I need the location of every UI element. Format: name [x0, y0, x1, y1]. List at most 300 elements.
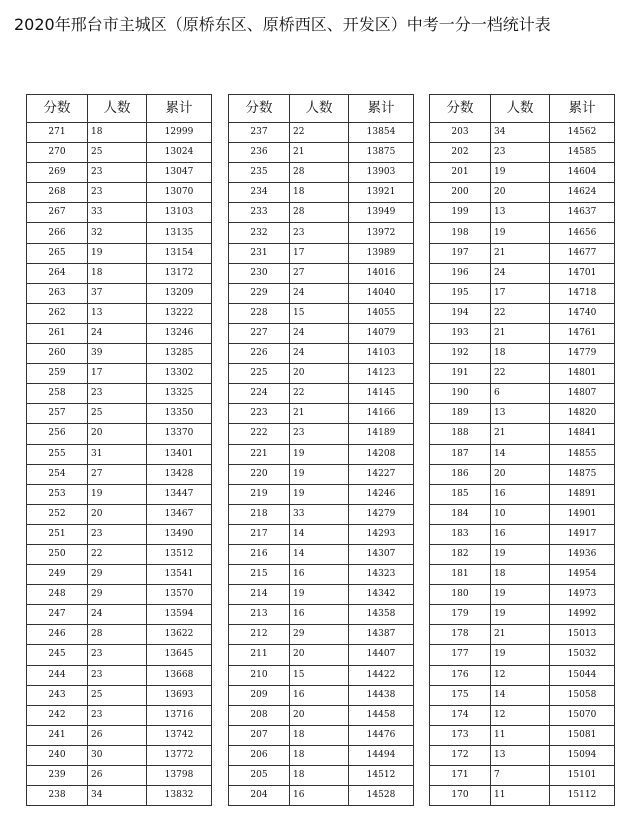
table-row	[229, 645, 414, 665]
cell-count: 25	[88, 685, 147, 705]
cell-count: 22	[290, 384, 349, 404]
cell-score: 269	[27, 163, 88, 183]
cell-cumulative: 15112	[550, 786, 615, 806]
table-row	[27, 544, 212, 564]
cell-count: 22	[491, 303, 550, 323]
cell-score: 200	[430, 183, 491, 203]
table-row	[430, 524, 615, 544]
cell-score: 206	[229, 745, 290, 765]
cell-cumulative: 14624	[550, 183, 615, 203]
cell-score: 182	[430, 544, 491, 564]
cell-count: 23	[88, 163, 147, 183]
table-row	[229, 725, 414, 745]
cell-count: 23	[290, 223, 349, 243]
table-row	[430, 323, 615, 343]
table-row	[430, 484, 615, 504]
cell-score: 207	[229, 725, 290, 745]
cell-score: 243	[27, 685, 88, 705]
table-row	[27, 384, 212, 404]
cell-cumulative: 14342	[349, 585, 414, 605]
cell-cumulative: 13622	[147, 625, 212, 645]
cell-score: 263	[27, 283, 88, 303]
table-row	[27, 364, 212, 384]
header-count: 人数	[290, 95, 349, 123]
table-row	[430, 725, 615, 745]
table-row	[27, 263, 212, 283]
table-row	[430, 344, 615, 364]
cell-score: 222	[229, 424, 290, 444]
cell-cumulative: 14166	[349, 404, 414, 424]
table-row	[27, 203, 212, 223]
cell-count: 21	[491, 323, 550, 343]
cell-cumulative: 13875	[349, 143, 414, 163]
table-row	[430, 705, 615, 725]
table-row	[229, 163, 414, 183]
cell-cumulative: 15094	[550, 745, 615, 765]
cell-count: 22	[290, 123, 349, 143]
cell-cumulative: 13209	[147, 283, 212, 303]
table-row	[27, 243, 212, 263]
cell-score: 246	[27, 625, 88, 645]
cell-count: 17	[88, 364, 147, 384]
cell-cumulative: 13246	[147, 323, 212, 343]
cell-count: 22	[88, 544, 147, 564]
cell-score: 230	[229, 263, 290, 283]
cell-score: 247	[27, 605, 88, 625]
table-row	[27, 183, 212, 203]
cell-score: 219	[229, 484, 290, 504]
cell-score: 267	[27, 203, 88, 223]
cell-cumulative: 14476	[349, 725, 414, 745]
cell-count: 24	[88, 323, 147, 343]
table-row	[229, 344, 414, 364]
table-row	[430, 544, 615, 564]
cell-cumulative: 14145	[349, 384, 414, 404]
cell-cumulative: 14807	[550, 384, 615, 404]
cell-cumulative: 13370	[147, 424, 212, 444]
cell-count: 16	[491, 524, 550, 544]
cell-score: 268	[27, 183, 88, 203]
cell-cumulative: 13285	[147, 344, 212, 364]
cell-count: 32	[88, 223, 147, 243]
cell-count: 27	[88, 464, 147, 484]
cell-count: 23	[88, 384, 147, 404]
table-row	[27, 424, 212, 444]
cell-count: 33	[88, 203, 147, 223]
cell-count: 20	[88, 504, 147, 524]
cell-count: 26	[88, 725, 147, 745]
cell-cumulative: 14040	[349, 283, 414, 303]
cell-count: 12	[491, 665, 550, 685]
table-row	[229, 143, 414, 163]
cell-score: 221	[229, 444, 290, 464]
cell-score: 179	[430, 605, 491, 625]
cell-count: 18	[290, 725, 349, 745]
cell-score: 235	[229, 163, 290, 183]
table-row	[229, 544, 414, 564]
cell-cumulative: 14973	[550, 585, 615, 605]
cell-count: 29	[88, 585, 147, 605]
cell-cumulative: 14189	[349, 424, 414, 444]
cell-cumulative: 14438	[349, 685, 414, 705]
table-row	[27, 163, 212, 183]
cell-score: 181	[430, 565, 491, 585]
cell-count: 18	[491, 565, 550, 585]
cell-count: 18	[290, 745, 349, 765]
cell-cumulative: 13428	[147, 464, 212, 484]
cell-cumulative: 13541	[147, 565, 212, 585]
table-row	[27, 303, 212, 323]
table-row	[229, 504, 414, 524]
cell-score: 251	[27, 524, 88, 544]
table-row	[27, 786, 212, 806]
cell-count: 19	[88, 243, 147, 263]
header-cumulative: 累计	[349, 95, 414, 123]
cell-cumulative: 13070	[147, 183, 212, 203]
cell-score: 190	[430, 384, 491, 404]
table-row	[27, 504, 212, 524]
cell-score: 248	[27, 585, 88, 605]
cell-count: 20	[491, 183, 550, 203]
cell-cumulative: 14820	[550, 404, 615, 424]
table-row	[430, 424, 615, 444]
table-row	[430, 565, 615, 585]
table-row	[27, 725, 212, 745]
cell-score: 212	[229, 625, 290, 645]
cell-score: 225	[229, 364, 290, 384]
cell-cumulative: 13949	[349, 203, 414, 223]
cell-count: 10	[491, 504, 550, 524]
table-row	[430, 444, 615, 464]
cell-score: 252	[27, 504, 88, 524]
cell-cumulative: 13903	[349, 163, 414, 183]
cell-score: 257	[27, 404, 88, 424]
table-row	[430, 766, 615, 786]
cell-score: 266	[27, 223, 88, 243]
cell-cumulative: 14656	[550, 223, 615, 243]
cell-cumulative: 14079	[349, 323, 414, 343]
cell-cumulative: 13172	[147, 263, 212, 283]
cell-score: 270	[27, 143, 88, 163]
cell-count: 24	[290, 344, 349, 364]
cell-score: 218	[229, 504, 290, 524]
cell-count: 19	[290, 444, 349, 464]
header-score: 分数	[430, 95, 491, 123]
cell-cumulative: 14407	[349, 645, 414, 665]
cell-score: 196	[430, 263, 491, 283]
table-row	[229, 243, 414, 263]
cell-cumulative: 13490	[147, 524, 212, 544]
table-row	[430, 203, 615, 223]
cell-score: 217	[229, 524, 290, 544]
cell-count: 19	[491, 163, 550, 183]
cell-count: 16	[290, 565, 349, 585]
cell-score: 223	[229, 404, 290, 424]
header-cumulative: 累计	[550, 95, 615, 123]
cell-cumulative: 15058	[550, 685, 615, 705]
cell-cumulative: 14701	[550, 263, 615, 283]
cell-cumulative: 14585	[550, 143, 615, 163]
table-row	[229, 766, 414, 786]
cell-score: 241	[27, 725, 88, 745]
cell-cumulative: 14016	[349, 263, 414, 283]
table-row	[27, 283, 212, 303]
table-row	[430, 605, 615, 625]
table-row	[27, 585, 212, 605]
table-row	[27, 444, 212, 464]
table-row	[27, 705, 212, 725]
cell-score: 195	[430, 283, 491, 303]
table-row	[430, 685, 615, 705]
cell-count: 27	[290, 263, 349, 283]
cell-score: 256	[27, 424, 88, 444]
cell-count: 19	[491, 585, 550, 605]
table-row	[430, 645, 615, 665]
table-row	[27, 665, 212, 685]
header-count: 人数	[88, 95, 147, 123]
score-table-1	[26, 94, 212, 806]
cell-cumulative: 13047	[147, 163, 212, 183]
cell-score: 204	[229, 786, 290, 806]
table-row	[229, 384, 414, 404]
cell-score: 234	[229, 183, 290, 203]
table-row	[229, 424, 414, 444]
cell-score: 228	[229, 303, 290, 323]
table-row	[229, 745, 414, 765]
table-row	[27, 344, 212, 364]
cell-score: 191	[430, 364, 491, 384]
cell-count: 23	[491, 143, 550, 163]
cell-count: 30	[88, 745, 147, 765]
cell-count: 19	[491, 544, 550, 564]
cell-score: 189	[430, 404, 491, 424]
cell-count: 28	[290, 163, 349, 183]
table-row	[430, 143, 615, 163]
cell-count: 14	[491, 444, 550, 464]
cell-count: 25	[88, 143, 147, 163]
cell-cumulative: 14841	[550, 424, 615, 444]
cell-score: 220	[229, 464, 290, 484]
cell-cumulative: 13921	[349, 183, 414, 203]
cell-cumulative: 15013	[550, 625, 615, 645]
cell-count: 17	[491, 283, 550, 303]
cell-score: 254	[27, 464, 88, 484]
table-row	[430, 163, 615, 183]
table-row	[430, 283, 615, 303]
cell-count: 20	[290, 645, 349, 665]
cell-score: 231	[229, 243, 290, 263]
cell-cumulative: 14677	[550, 243, 615, 263]
cell-cumulative: 13467	[147, 504, 212, 524]
cell-score: 198	[430, 223, 491, 243]
cell-count: 19	[491, 605, 550, 625]
cell-cumulative: 14901	[550, 504, 615, 524]
cell-count: 21	[491, 243, 550, 263]
cell-score: 259	[27, 364, 88, 384]
cell-cumulative: 13594	[147, 605, 212, 625]
table-row	[430, 625, 615, 645]
page-title: 2020年邢台市主城区（原桥东区、原桥西区、开发区）中考一分一档统计表	[14, 15, 551, 34]
cell-count: 23	[88, 645, 147, 665]
cell-cumulative: 14801	[550, 364, 615, 384]
cell-count: 11	[491, 786, 550, 806]
score-table-3	[429, 94, 615, 806]
cell-score: 201	[430, 163, 491, 183]
cell-count: 29	[88, 565, 147, 585]
cell-cumulative: 14855	[550, 444, 615, 464]
cell-score: 178	[430, 625, 491, 645]
table-header-row	[229, 95, 414, 123]
table-row	[229, 223, 414, 243]
table-row	[27, 565, 212, 585]
cell-count: 23	[88, 524, 147, 544]
cell-count: 23	[88, 665, 147, 685]
table-row	[229, 203, 414, 223]
cell-count: 21	[491, 625, 550, 645]
cell-score: 249	[27, 565, 88, 585]
cell-cumulative: 13716	[147, 705, 212, 725]
cell-score: 176	[430, 665, 491, 685]
table-row	[430, 384, 615, 404]
table-row	[27, 143, 212, 163]
table-row	[27, 404, 212, 424]
cell-cumulative: 13645	[147, 645, 212, 665]
cell-count: 19	[491, 645, 550, 665]
cell-score: 186	[430, 464, 491, 484]
cell-score: 271	[27, 123, 88, 143]
cell-count: 13	[491, 404, 550, 424]
cell-count: 34	[491, 123, 550, 143]
cell-cumulative: 15081	[550, 725, 615, 745]
cell-score: 192	[430, 344, 491, 364]
cell-score: 233	[229, 203, 290, 223]
cell-score: 244	[27, 665, 88, 685]
cell-score: 170	[430, 786, 491, 806]
cell-count: 28	[88, 625, 147, 645]
cell-count: 22	[491, 364, 550, 384]
cell-score: 193	[430, 323, 491, 343]
table-row	[229, 685, 414, 705]
cell-score: 173	[430, 725, 491, 745]
cell-cumulative: 13024	[147, 143, 212, 163]
table-row	[27, 464, 212, 484]
cell-count: 12	[491, 705, 550, 725]
cell-score: 216	[229, 544, 290, 564]
cell-count: 24	[491, 263, 550, 283]
cell-cumulative: 14992	[550, 605, 615, 625]
cell-cumulative: 14875	[550, 464, 615, 484]
table-row	[27, 123, 212, 143]
cell-score: 227	[229, 323, 290, 343]
cell-cumulative: 13798	[147, 766, 212, 786]
cell-cumulative: 14422	[349, 665, 414, 685]
cell-cumulative: 14917	[550, 524, 615, 544]
cell-score: 174	[430, 705, 491, 725]
table-row	[430, 665, 615, 685]
table-row	[27, 685, 212, 705]
cell-score: 208	[229, 705, 290, 725]
cell-count: 18	[88, 263, 147, 283]
cell-cumulative: 13668	[147, 665, 212, 685]
cell-cumulative: 13222	[147, 303, 212, 323]
cell-cumulative: 13103	[147, 203, 212, 223]
cell-cumulative: 14123	[349, 364, 414, 384]
table-row	[229, 605, 414, 625]
table-row	[229, 404, 414, 424]
cell-cumulative: 14740	[550, 303, 615, 323]
cell-count: 19	[290, 484, 349, 504]
table-row	[229, 364, 414, 384]
cell-cumulative: 14323	[349, 565, 414, 585]
table-row	[430, 404, 615, 424]
table-row	[229, 183, 414, 203]
table-row	[430, 504, 615, 524]
cell-cumulative: 14208	[349, 444, 414, 464]
cell-cumulative: 14293	[349, 524, 414, 544]
table-row	[27, 645, 212, 665]
cell-cumulative: 14562	[550, 123, 615, 143]
cell-cumulative: 13972	[349, 223, 414, 243]
cell-score: 213	[229, 605, 290, 625]
cell-cumulative: 14779	[550, 344, 615, 364]
cell-count: 26	[88, 766, 147, 786]
cell-cumulative: 13989	[349, 243, 414, 263]
cell-count: 15	[290, 665, 349, 685]
table-row	[229, 585, 414, 605]
table-row	[27, 484, 212, 504]
cell-count: 24	[290, 323, 349, 343]
cell-cumulative: 13154	[147, 243, 212, 263]
cell-cumulative: 13447	[147, 484, 212, 504]
table-row	[229, 665, 414, 685]
cell-count: 18	[491, 344, 550, 364]
cell-score: 258	[27, 384, 88, 404]
cell-cumulative: 14494	[349, 745, 414, 765]
cell-score: 175	[430, 685, 491, 705]
table-row	[229, 123, 414, 143]
cell-score: 242	[27, 705, 88, 725]
cell-score: 239	[27, 766, 88, 786]
cell-score: 172	[430, 745, 491, 765]
score-table-2	[228, 94, 414, 806]
cell-count: 23	[88, 705, 147, 725]
cell-score: 211	[229, 645, 290, 665]
cell-cumulative: 13512	[147, 544, 212, 564]
cell-score: 229	[229, 283, 290, 303]
cell-count: 24	[88, 605, 147, 625]
cell-count: 21	[290, 404, 349, 424]
cell-score: 184	[430, 504, 491, 524]
cell-cumulative: 14604	[550, 163, 615, 183]
cell-count: 20	[491, 464, 550, 484]
cell-cumulative: 14891	[550, 484, 615, 504]
cell-score: 250	[27, 544, 88, 564]
cell-score: 260	[27, 344, 88, 364]
cell-cumulative: 15101	[550, 766, 615, 786]
cell-cumulative: 15070	[550, 705, 615, 725]
cell-cumulative: 13772	[147, 745, 212, 765]
cell-count: 7	[491, 766, 550, 786]
cell-cumulative: 14637	[550, 203, 615, 223]
cell-score: 265	[27, 243, 88, 263]
cell-cumulative: 13302	[147, 364, 212, 384]
cell-count: 25	[88, 404, 147, 424]
cell-count: 13	[491, 203, 550, 223]
cell-score: 171	[430, 766, 491, 786]
cell-score: 197	[430, 243, 491, 263]
cell-cumulative: 14227	[349, 464, 414, 484]
table-row	[430, 585, 615, 605]
